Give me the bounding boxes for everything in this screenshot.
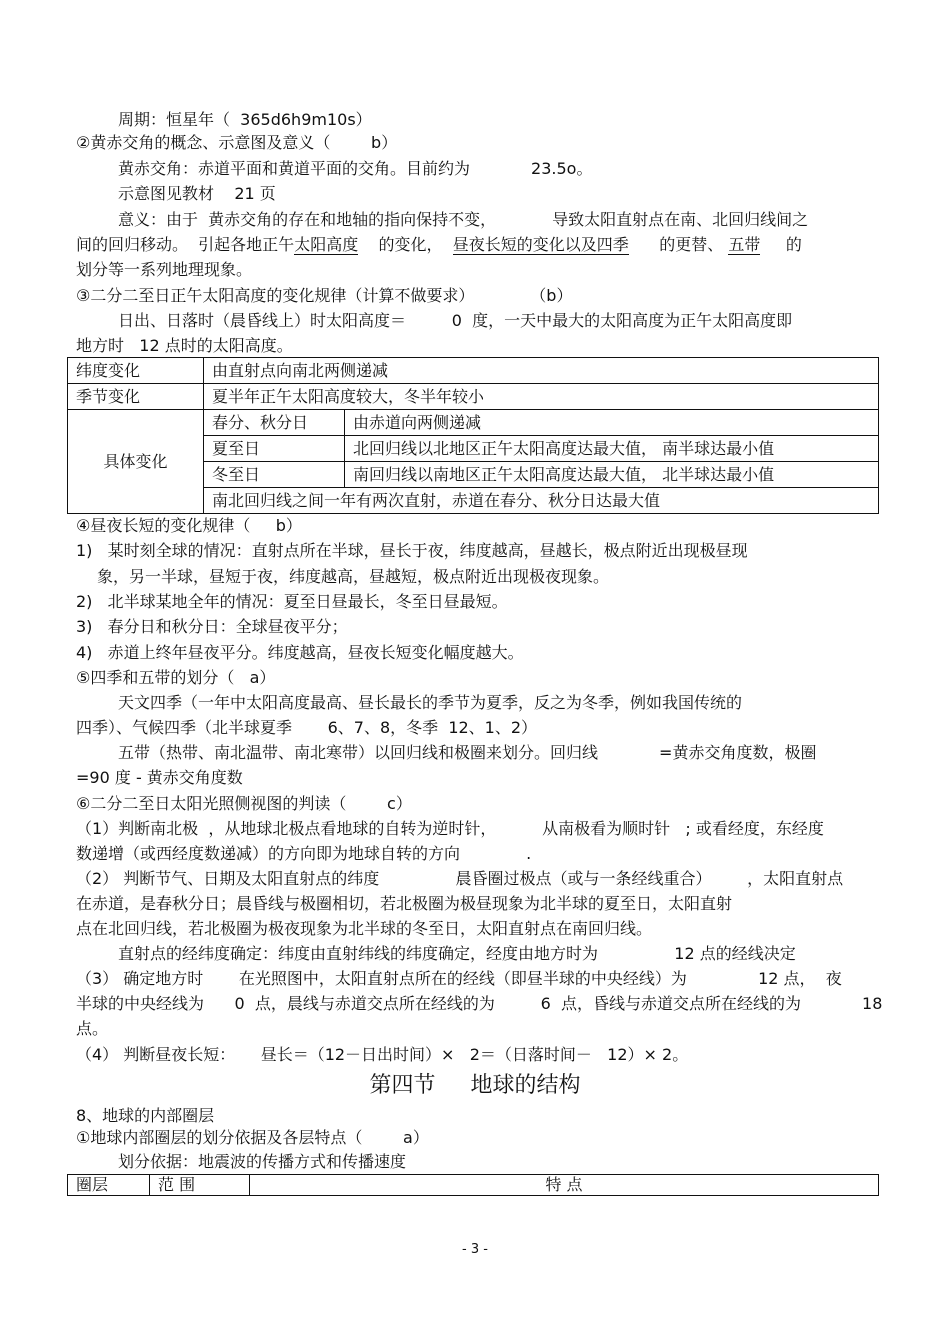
sun-altitude-line-1: 日出、日落时（晨昏线上）时太阳高度＝ 0 度，一天中最大的太阳高度为正午太阳高度即 [118, 311, 793, 330]
table-row [68, 384, 879, 410]
noon-altitude-table [67, 357, 879, 514]
table-row [68, 410, 879, 436]
day-length-point-2: 2) 北半球某地全年的情况：夏至日昼最长，冬至日昼最短。 [76, 592, 508, 611]
table-cell-value: 由直射点向南北两侧递减 [204, 358, 879, 384]
table-header-features: 特 点 [250, 1175, 879, 1196]
day-length-point-1b: 象，另一半球，昼短于夜，纬度越高，昼越短，极点附近出现极夜现象。 [97, 567, 610, 586]
table-cell-note: 南北回归线之间一年有两次直射，赤道在春分、秋分日达最大值 [204, 488, 879, 514]
reading-step-3c: 点。 [76, 1019, 109, 1038]
obliquity-definition: 黄赤交角：赤道平面和黄道平面的交角。目前约为 23.5o。 [118, 159, 593, 178]
sun-altitude-line-2: 地方时 12 点时的太阳高度。 [76, 336, 293, 355]
significance-line-1: 意义：由于 黄赤交角的存在和地轴的指向保持不变， 导致太阳直射点在南、北回归线间之 [118, 210, 809, 229]
layers-subheading: ①地球内部圈层的划分依据及各层特点（ a） [76, 1128, 429, 1147]
reading-step-2d: 直射点的经纬度确定：纬度由直射纬线的纬度确定，经度由地方时为 12 点的经线决定 [118, 944, 796, 963]
reading-step-3b: 半球的中央经线为 0 点，晨线与赤道交点所在经线的为 6 点，昏线与赤道交点所在经线的为 18 [76, 994, 883, 1013]
reading-step-2c: 点在北回归线，若北极圈为极夜现象为北半球的冬至日，太阳直射点在南回归线。 [76, 919, 653, 938]
zones-line-2: =90 度 - 黄赤交角度数 [76, 768, 243, 787]
reading-step-4: （4） 判断昼夜长短： 昼长＝（12－日出时间）× 2＝（日落时间－ 12）× 2。 [76, 1045, 689, 1064]
page-number: - 3 - [462, 1242, 488, 1257]
item-4-heading: ④昼夜长短的变化规律（ b） [76, 516, 302, 535]
table-cell-sublabel: 夏至日 [204, 436, 345, 462]
day-length-point-3: 3) 春分日和秋分日：全球昼夜平分； [76, 617, 348, 636]
table-row [68, 358, 879, 384]
period-line: 周期：恒星年（ 365d6h9m10s） [118, 110, 372, 129]
seasons-line-2: 四季）、气候四季（北半球夏季 6、7、8，冬季 12、1、2） [76, 718, 538, 737]
table-cell-value: 北回归线以北地区正午太阳高度达最大值， 南半球达最小值 [345, 436, 879, 462]
reading-step-3a: （3） 确定地方时 在光照图中，太阳直射点所在的经线（即昼半球的中央经线）为 12 点， 夜 [76, 969, 842, 988]
section-heading: 第四节 地球的结构 [369, 1073, 581, 1098]
item-3-heading: ③二分二至日正午太阳高度的变化规律（计算不做要求） （b） [76, 286, 573, 305]
table-cell-sublabel: 春分、秋分日 [204, 410, 345, 436]
zones-line-1: 五带（热带、南北温带、南北寒带）以回归线和极圈来划分。回归线 =黄赤交角度数，极圈 [118, 743, 817, 762]
reading-step-1a: （1）判断南北极 ，从地球北极点看地球的自转为逆时针， 从南极看为顺时针 ; 或看经度，东经度 [76, 819, 824, 838]
significance-line-3: 划分等一系列地理现象。 [76, 260, 253, 279]
table-cell-sublabel: 冬至日 [204, 462, 345, 488]
diagram-reference: 示意图见教材 21 页 [118, 184, 276, 203]
reading-step-2a: （2） 判断节气、日期及太阳直射点的纬度 晨昏圈过极点（或与一条经线重合） ，太阳直射点 [76, 869, 844, 888]
table-header-row [68, 1175, 879, 1196]
item-6-heading: ⑥二分二至日太阳光照侧视图的判读（ c） [76, 794, 412, 813]
table-cell-label: 季节变化 [68, 384, 204, 410]
significance-line-2: 间的回归移动。 引起各地正午太阳高度 的变化， 昼夜长短的变化以及四季 的更替、 五带 的 [76, 235, 802, 254]
reading-step-1b: 数递增（或西经度数递减）的方向即为地球自转的方向 . [76, 844, 532, 863]
table-header-range: 范 围 [150, 1175, 250, 1196]
table-cell-label: 具体变化 [68, 410, 204, 514]
earth-layers-table [67, 1174, 879, 1196]
seasons-line-1: 天文四季（一年中太阳高度最高、昼长最长的季节为夏季，反之为冬季，例如我国传统的 [118, 693, 743, 712]
division-basis: 划分依据：地震波的传播方式和传播速度 [118, 1152, 407, 1171]
table-cell-value: 南回归线以南地区正午太阳高度达最大值， 北半球达最小值 [345, 462, 879, 488]
table-cell-value: 夏半年正午太阳高度较大，冬半年较小 [204, 384, 879, 410]
table-cell-value: 由赤道向两侧递减 [345, 410, 879, 436]
table-header-layer: 圈层 [68, 1175, 150, 1196]
day-length-point-4: 4) 赤道上终年昼夜平分。纬度越高，昼夜长短变化幅度越大。 [76, 643, 524, 662]
day-length-point-1a: 1) 某时刻全球的情况：直射点所在半球，昼长于夜，纬度越高，昼越长，极点附近出现极昼现 [76, 541, 748, 560]
table-cell-label: 纬度变化 [68, 358, 204, 384]
reading-step-2b: 在赤道，是春秋分日；晨昏线与极圈相切，若北极圈为极昼现象为北半球的夏至日，太阳直射 [76, 894, 733, 913]
item-2-heading: ②黄赤交角的概念、示意图及意义（ b） [76, 133, 398, 152]
item-5-heading: ⑤四季和五带的划分（ a） [76, 668, 276, 687]
item-8-heading: 8、地球的内部圈层 [76, 1106, 215, 1125]
